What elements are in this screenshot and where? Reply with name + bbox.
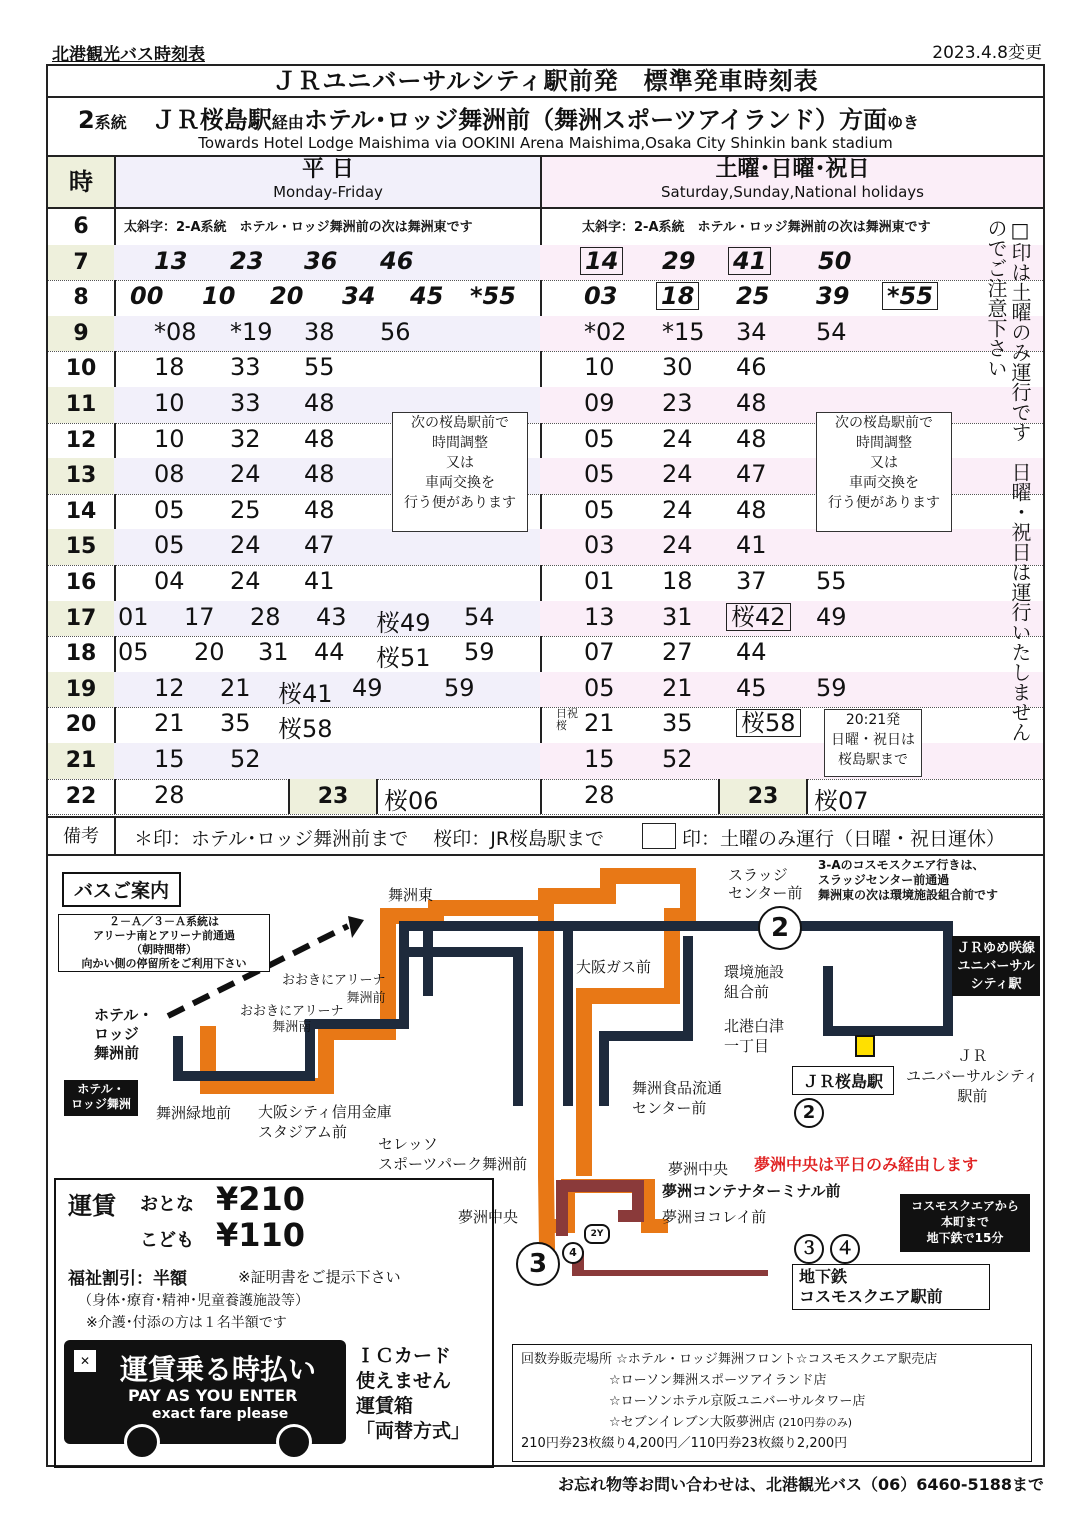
- timetable-row: [48, 779, 1043, 816]
- departure-minute: 56: [380, 317, 411, 346]
- pay-jp: 運賃乗る時払い: [120, 1353, 317, 1386]
- departure-minute: 28: [250, 602, 281, 631]
- hour-cell: 17: [48, 601, 116, 637]
- departure-minute: 07: [584, 638, 615, 667]
- weekend-cell: [540, 743, 1043, 779]
- departure-minute: 桜51: [376, 644, 431, 673]
- hour-cell: 6: [48, 209, 116, 245]
- timetable-row: [48, 280, 1043, 317]
- departure-minute: 10: [202, 282, 236, 311]
- route-2-badge-small: 2: [794, 1098, 824, 1128]
- departure-minute: 54: [816, 317, 847, 346]
- stop-hotel-lodge: ホテル・ ロッジ 舞洲前: [94, 1006, 154, 1062]
- stop-hokko: 北港白津 一丁目: [724, 1017, 785, 1055]
- ic-card-prohibited-icon: ✕: [74, 1350, 96, 1372]
- departure-minute: 05: [154, 531, 185, 560]
- departure-minute: 45: [736, 673, 767, 702]
- departure-minute: 10: [584, 353, 615, 382]
- departure-minute: 20: [270, 282, 304, 311]
- departure-minute-23: 桜06: [384, 786, 439, 815]
- weekday-cell: [114, 707, 542, 743]
- departure-minute: 47: [304, 531, 335, 560]
- timetable-row: [48, 245, 1043, 282]
- departure-minute: 48: [304, 424, 335, 453]
- departure-minute: 59: [444, 673, 475, 702]
- weekend-cell: [540, 779, 1043, 815]
- fare-label: 運賃: [68, 1192, 116, 1220]
- route-2y-badge: 2Y: [584, 1224, 610, 1244]
- weekday-label: 平 日: [302, 157, 354, 182]
- departure-minute: 34: [736, 317, 767, 346]
- departure-minute: *55: [470, 282, 516, 311]
- route-number-suffix: 系統: [94, 113, 127, 132]
- bus-wheel-icon: [124, 1424, 160, 1460]
- stop-container: 夢洲コンテナターミナル前: [662, 1182, 841, 1200]
- hour-cell: 15: [48, 529, 116, 565]
- departure-minute: 48: [736, 389, 767, 417]
- pay-en-1: PAY AS YOU ENTER: [128, 1386, 298, 1405]
- departure-minute: 52: [230, 745, 261, 773]
- yumeshima-note: 夢洲中央は平日のみ経由します: [754, 1155, 979, 1174]
- hour-cell: 8: [48, 280, 116, 316]
- departure-minute: 59: [464, 638, 495, 667]
- hour-cell: 22: [48, 779, 116, 815]
- weekend-cell: [540, 601, 1043, 637]
- route-4-badge-small: ４: [830, 1234, 860, 1264]
- hour-cell: 9: [48, 316, 116, 352]
- route-heading: [78, 100, 919, 135]
- hour-cell: 13: [48, 458, 116, 494]
- departure-minute: 05: [584, 495, 615, 524]
- departure-minute: 05: [584, 424, 615, 453]
- departure-minute: 50: [818, 246, 852, 275]
- route-3-badge-small: ３: [794, 1234, 824, 1264]
- adult-label: おとな: [140, 1194, 194, 1215]
- weekend-cell: [540, 707, 1043, 743]
- departure-minute: 55: [304, 353, 335, 382]
- departure-minute: 05: [584, 460, 615, 489]
- departure-minute: 28: [154, 780, 185, 809]
- departure-minute: 15: [584, 745, 615, 773]
- note-2021: 20:21発 日曜・祝日は 桜島駅まで: [824, 709, 922, 777]
- hour-cell: 14: [48, 494, 116, 530]
- weekday-cell: [114, 601, 542, 637]
- departure-minute: 24: [230, 567, 261, 595]
- departure-minute: 18: [656, 282, 699, 310]
- timetable-row: [48, 529, 1043, 566]
- departure-minute: 20: [194, 638, 225, 667]
- route-2-badge: 2: [758, 906, 802, 950]
- departure-minute: *55: [882, 282, 938, 310]
- note-3a-cosmo: 3-Aのコスモスクエア行きは、 スラッジセンター前通過 舞洲東の次は環境施設組合前です: [818, 858, 999, 902]
- departure-minute: 54: [464, 602, 495, 631]
- weekend-cell: [540, 565, 1043, 601]
- departure-minute: 48: [304, 460, 335, 489]
- departure-minute: 33: [230, 389, 261, 417]
- weekday-cell: [114, 672, 542, 708]
- departure-minute: 05: [584, 673, 615, 702]
- departure-minute: 59: [816, 673, 847, 702]
- note-2a-3a: ２－Ａ／３－Ａ系統は アリーナ南とアリーナ前通過 （朝時間帯） 向かい側の停留所をご利用下さい: [58, 914, 270, 972]
- departure-minute: 46: [736, 353, 767, 382]
- hour-cell: 20: [48, 707, 116, 743]
- departure-minute: 00: [130, 282, 164, 311]
- departure-minute: 38: [304, 317, 335, 346]
- legend-row: [48, 816, 1043, 856]
- departure-minute: 01: [584, 567, 615, 595]
- route-via-word: 経由: [271, 113, 304, 132]
- weekend-cell: [540, 351, 1043, 387]
- welfare-note: ※証明書をご提示下さい: [238, 1268, 401, 1286]
- departure-minute: 14: [580, 247, 623, 275]
- route-english: Towards Hotel Lodge Maishima via OOKINI Arena Maishima,Osaka City Shinkin bank stadium: [198, 134, 893, 152]
- hour-23-cell: 23: [288, 779, 378, 815]
- weekday-cell: [114, 636, 542, 672]
- departure-minute: 43: [316, 602, 347, 631]
- departure-minute: 15: [154, 745, 185, 773]
- departure-minute: 35: [220, 709, 251, 738]
- jr-yumesaki-badge: ＪＲゆめ咲線 ユニバーサル シティ駅: [952, 936, 1040, 996]
- route-3-badge: 3: [516, 1242, 560, 1286]
- weekend-cell: [540, 458, 1043, 494]
- departure-minute: 24: [230, 460, 261, 489]
- departure-minute: 48: [736, 495, 767, 524]
- departure-minute: 05: [154, 495, 185, 524]
- weekday-cell: [114, 280, 542, 316]
- hotel-lodge-badge: ホテル・ ロッジ舞洲: [64, 1080, 138, 1116]
- departure-minute: 13: [154, 246, 188, 275]
- departure-minute-23: 桜07: [814, 786, 869, 815]
- route-4-badge: 4: [562, 1242, 584, 1264]
- pay-as-enter-sign: [64, 1340, 346, 1444]
- departure-minute: 24: [230, 531, 261, 560]
- stop-sludge: スラッジ センター前: [728, 866, 803, 902]
- departure-minute: 桜42: [726, 603, 791, 631]
- company-title: 北港観光バス時刻表: [52, 45, 205, 65]
- holiday-mark: 日祝 桜: [556, 707, 578, 733]
- page-title: ＪＲユニバーサルシティ駅前発 標準発車時刻表: [272, 67, 819, 95]
- departure-minute: 03: [584, 282, 618, 311]
- departure-minute: 21: [220, 673, 251, 702]
- departure-minute: 48: [304, 495, 335, 524]
- departure-minute: 桜49: [376, 608, 431, 637]
- weekday-cell: [114, 779, 542, 815]
- departure-minute: 41: [736, 531, 767, 560]
- departure-minute: 01: [118, 602, 149, 631]
- departure-minute: 桜41: [278, 679, 333, 708]
- child-label: こども: [140, 1230, 194, 1251]
- italic-note-weekday: 太斜字：2-A系統 ホテル・ロッジ舞洲前の次は舞洲東です: [124, 220, 473, 235]
- stop-yumeshima-chuo-r: 夢洲中央: [668, 1160, 729, 1178]
- stop-shinkin: 大阪シティ信用金庫 スタジアム前: [258, 1103, 392, 1141]
- departure-minute: 48: [304, 389, 335, 417]
- hour-cell: 11: [48, 387, 116, 423]
- adjust-note-weekend: 次の桜島駅前で 時間調整 又は 車両交換を 行う便があります: [816, 412, 952, 532]
- weekday-label-en: Monday-Friday: [273, 183, 383, 201]
- revision-date: 2023.4.8変更: [932, 43, 1042, 63]
- hour-cell: 16: [48, 565, 116, 601]
- hour-cell: 21: [48, 743, 116, 779]
- stop-arena-south: おおきにアリーナ 舞洲南: [240, 1004, 344, 1035]
- adult-fare: ¥210: [216, 1180, 306, 1218]
- departure-minute: 17: [184, 602, 215, 631]
- fare-box: [54, 1178, 494, 1468]
- departure-minute: 36: [304, 246, 338, 275]
- departure-minute: 44: [314, 638, 345, 667]
- hour-cell: 10: [48, 351, 116, 387]
- departure-minute: 04: [154, 567, 185, 595]
- route-via-station: ＪＲ桜島駅: [151, 106, 272, 134]
- departure-minute: 21: [662, 673, 693, 702]
- weekend-label-en: Saturday,Sunday,National holidays: [661, 183, 924, 201]
- hour-cell: 19: [48, 672, 116, 708]
- departure-minute: 25: [230, 495, 261, 524]
- departure-minute: 33: [230, 353, 261, 382]
- departure-minute: 32: [230, 424, 261, 453]
- departure-minute: 46: [380, 246, 414, 275]
- route-yuki: ゆき: [887, 113, 920, 132]
- departure-minute: 21: [154, 709, 185, 738]
- departure-minute: 47: [736, 460, 767, 489]
- stop-jr-usj: ＪＲ ユニバーサルシティ 駅前: [906, 1047, 1039, 1105]
- departure-minute: 30: [662, 353, 693, 382]
- timetable-row: [48, 351, 1043, 388]
- departure-minute: 23: [662, 389, 693, 417]
- stop-midori: 舞洲緑地前: [156, 1104, 232, 1122]
- timetable-row: [48, 636, 1043, 673]
- departure-minute: 21: [584, 709, 615, 738]
- hour-header: 時: [48, 157, 116, 207]
- weekday-cell: [114, 245, 542, 281]
- stop-kankyo: 環境施設 組合前: [724, 963, 785, 1001]
- departure-minute: 39: [816, 282, 850, 311]
- child-fare: ¥110: [216, 1216, 306, 1254]
- departure-minute: 24: [662, 495, 693, 524]
- weekend-cell: [540, 529, 1043, 565]
- stop-yumeshima-chuo-l: 夢洲中央: [458, 1208, 519, 1226]
- cosmo-subway-note: コスモスクエアから 本町まで 地下鉄で15分: [900, 1194, 1030, 1252]
- stop-sakurajima: ＪＲ桜島駅: [792, 1066, 894, 1095]
- legend-label: 備考: [48, 818, 116, 856]
- departure-minute: 28: [584, 780, 615, 809]
- hour-23-cell: 23: [718, 779, 808, 815]
- weekend-cell: [540, 245, 1043, 281]
- weekend-cell: [540, 280, 1043, 316]
- timetable-row: [48, 565, 1043, 602]
- welfare-discount: 福祉割引：半額: [68, 1269, 187, 1289]
- weekday-cell: [114, 316, 542, 352]
- departure-minute: 08: [154, 460, 185, 489]
- pay-en-2: exact fare please: [152, 1406, 289, 1422]
- departure-minute: 35: [662, 709, 693, 738]
- hour-cell: 18: [48, 636, 116, 672]
- departure-minute: 52: [662, 745, 693, 773]
- weekend-header: [542, 157, 1043, 207]
- stop-maishima-higashi: 舞洲東: [388, 886, 434, 904]
- departure-minute: 13: [584, 602, 615, 631]
- map-title: バスご案内: [62, 872, 181, 907]
- weekday-cell: [114, 351, 542, 387]
- departure-minute: 41: [728, 247, 771, 275]
- departure-minute: 29: [662, 246, 696, 275]
- stop-arena: おおきにアリーナ 舞洲前: [282, 973, 386, 1006]
- departure-minute: *15: [662, 317, 705, 346]
- departure-minute: 31: [662, 602, 693, 631]
- departure-minute: 桜58: [736, 709, 801, 737]
- departure-minute: *08: [154, 317, 197, 346]
- stop-shokuhin: 舞洲食品流通 センター前: [632, 1079, 723, 1117]
- departure-minute: 49: [816, 602, 847, 631]
- carer-note: ※介護･付添の方は１名半額です: [86, 1315, 287, 1331]
- departure-minute: 34: [342, 282, 376, 311]
- departure-minute: 10: [154, 389, 185, 417]
- weekend-cell: [540, 672, 1043, 708]
- adjust-note-weekday: 次の桜島駅前で 時間調整 又は 車両交換を 行う便があります: [392, 412, 528, 532]
- departure-minute: 12: [154, 673, 185, 702]
- departure-minute: 18: [662, 567, 693, 595]
- weekday-cell: [114, 743, 542, 779]
- departure-minute: 05: [118, 638, 149, 667]
- departure-minute: 48: [736, 424, 767, 453]
- weekend-label: 土曜･日曜･祝日: [715, 157, 870, 182]
- weekday-cell: [114, 565, 542, 601]
- departure-minute: 37: [736, 567, 767, 595]
- coupon-box: 回数券販売場所 ☆ホテル・ロッジ舞洲フロント☆コスモスクエア駅売店 ☆ローソン舞洲スポーツアイランド店 ☆ローソンホテル京阪ユニバーサルタワー店 ☆セブンイレブン大阪夢洲店 (210円券のみ) 210円券23枚綴り4,200円／110円券23枚綴り2,200円: [512, 1344, 1032, 1462]
- route-destination: ホテル･ロッジ舞洲前（舞洲スポーツアイランド）方面: [303, 106, 888, 134]
- legend-text-1: ＊印：ホテル･ロッジ舞洲前まで 桜印：JR桜島駅まで: [134, 828, 605, 850]
- departure-minute: 27: [662, 638, 693, 667]
- stop-cerezo: セレッソ スポーツパーク舞洲前: [378, 1135, 528, 1173]
- departure-minute: *02: [584, 317, 627, 346]
- departure-minute: 23: [230, 246, 264, 275]
- weekday-header: [116, 157, 542, 207]
- hour-cell: 7: [48, 245, 116, 281]
- stop-yokorei: 夢洲ヨコレイ前: [662, 1208, 767, 1226]
- timetable-frame: [46, 64, 1045, 1467]
- departure-minute: 09: [584, 389, 615, 417]
- departure-minute: 45: [410, 282, 444, 311]
- timetable-row: [48, 316, 1043, 353]
- stop-osaka-gas: 大阪ガス前: [576, 958, 652, 976]
- legend-text-2: 印：土曜のみ運行（日曜・祝日運休）: [682, 828, 1006, 850]
- weekend-cell: [540, 387, 1043, 423]
- departure-minute: 桜58: [278, 715, 333, 744]
- departure-minute: 24: [662, 460, 693, 489]
- route-number: 2: [78, 106, 95, 134]
- weekend-cell: [540, 423, 1043, 459]
- stop-subway-cosmo: 地下鉄 コスモスクエア駅前: [792, 1264, 990, 1310]
- footer-contact: お忘れ物等お問い合わせは、北港観光バス（06）6460-5188まで: [558, 1475, 1044, 1494]
- departure-minute: 31: [258, 638, 289, 667]
- departure-minute: 18: [154, 353, 185, 382]
- departure-minute: 24: [662, 424, 693, 453]
- departure-minute: 25: [736, 282, 770, 311]
- timetable-row: [48, 601, 1043, 638]
- timetable-row: [48, 672, 1043, 709]
- weekend-cell: [540, 316, 1043, 352]
- welfare-scope: （身体･療育･精神･児童養護施設等）: [78, 1293, 309, 1309]
- weekday-cell: [114, 529, 542, 565]
- legend-box-symbol: [642, 823, 676, 849]
- departure-minute: 44: [736, 638, 767, 667]
- departure-minute: 55: [816, 567, 847, 595]
- saturday-only-note: □印は土曜のみ運行です 日曜・祝日は運行いたしませんのでご注意下さい: [984, 218, 1032, 742]
- weekend-cell: [540, 636, 1043, 672]
- departure-minute: *19: [230, 317, 273, 346]
- departure-minute: 49: [352, 673, 383, 702]
- departure-minute: 03: [584, 531, 615, 560]
- departure-minute: 41: [304, 567, 335, 595]
- italic-note-weekend: 太斜字：2-A系統 ホテル・ロッジ舞洲前の次は舞洲東です: [582, 220, 931, 235]
- weekend-cell: [540, 494, 1043, 530]
- departure-minute: 24: [662, 531, 693, 560]
- bus-wheel-icon: [276, 1424, 312, 1460]
- departure-minute: 10: [154, 424, 185, 453]
- ic-card-notice: ＩＣカード 使えません 運賃箱 「両替方式」: [356, 1345, 471, 1442]
- hour-cell: 12: [48, 423, 116, 459]
